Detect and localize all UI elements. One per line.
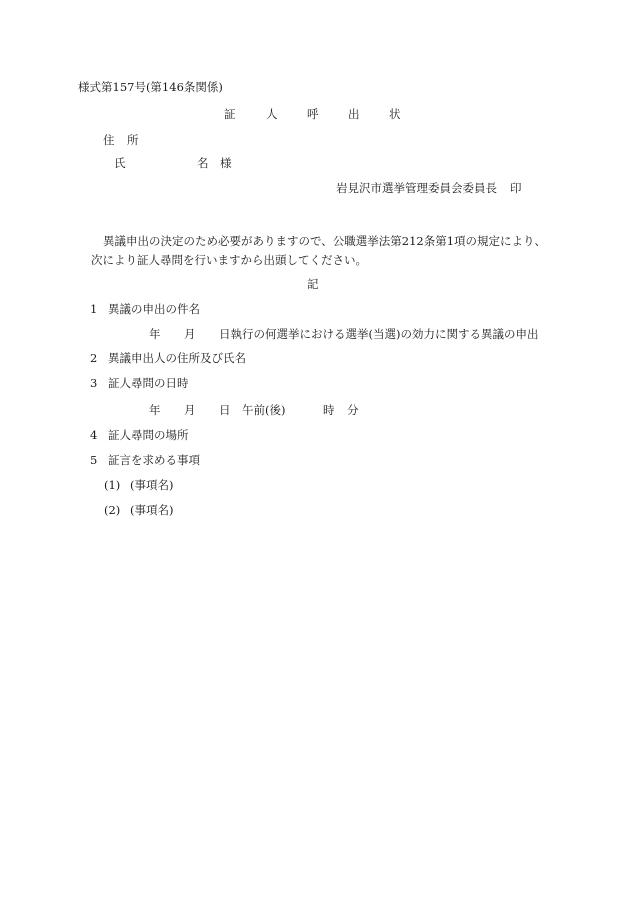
seal-mark: 印 — [510, 181, 522, 195]
item-3-year: 年 — [149, 403, 161, 417]
sub-item-2-label: (事項名) — [130, 503, 174, 517]
title-char-4: 出 — [348, 107, 360, 121]
item-3-day: 日 — [219, 403, 231, 417]
item-5-label: 証言を求める事項 — [108, 453, 200, 467]
ki-heading: 記 — [307, 277, 319, 291]
body-line-1: 異議申出の決定のため必要がありますので、公職選挙法第212条第1項の規定により、 — [103, 234, 547, 248]
item-1-label: 異議の申出の件名 — [108, 302, 200, 316]
item-3-month: 月 — [184, 403, 196, 417]
item-2-number: 2 — [90, 351, 98, 365]
item-3-label: 証人尋問の日時 — [108, 376, 189, 390]
sub-item-1-label: (事項名) — [130, 478, 174, 492]
item-3-hour: 時 — [323, 403, 335, 417]
address-label-1: 住 — [103, 133, 115, 147]
item-4-label: 証人尋問の場所 — [108, 428, 189, 442]
title-char-5: 状 — [389, 107, 401, 121]
address-label-2: 所 — [127, 133, 139, 147]
item-1-month: 月 — [184, 327, 196, 341]
form-reference: 様式第157号(第146条関係) — [78, 80, 223, 94]
item-1-number: 1 — [90, 302, 98, 316]
item-3-minute: 分 — [347, 403, 359, 417]
name-label-1: 氏 — [114, 156, 126, 170]
item-4-number: 4 — [90, 428, 98, 442]
sub-item-2-number: (2) — [104, 503, 121, 517]
title-char-1: 証 — [224, 107, 236, 121]
sub-item-1-number: (1) — [104, 478, 121, 492]
item-1-year: 年 — [149, 327, 161, 341]
title-char-3: 呼 — [307, 107, 319, 121]
name-label-2: 名 — [197, 156, 209, 170]
issuer-name: 岩見沢市選挙管理委員会委員長 — [336, 181, 497, 195]
body-line-2: 次により証人尋問を行いますから出頭してください。 — [91, 253, 367, 267]
title-char-2: 人 — [266, 107, 278, 121]
item-3-ampm: 午前(後) — [242, 403, 286, 417]
item-3-number: 3 — [90, 376, 98, 390]
item-1-detail: 日執行の何選挙における選挙(当選)の効力に関する異議の申出 — [219, 327, 539, 341]
item-5-number: 5 — [90, 453, 98, 467]
honorific: 様 — [220, 156, 232, 170]
item-2-label: 異議申出人の住所及び氏名 — [108, 351, 246, 365]
